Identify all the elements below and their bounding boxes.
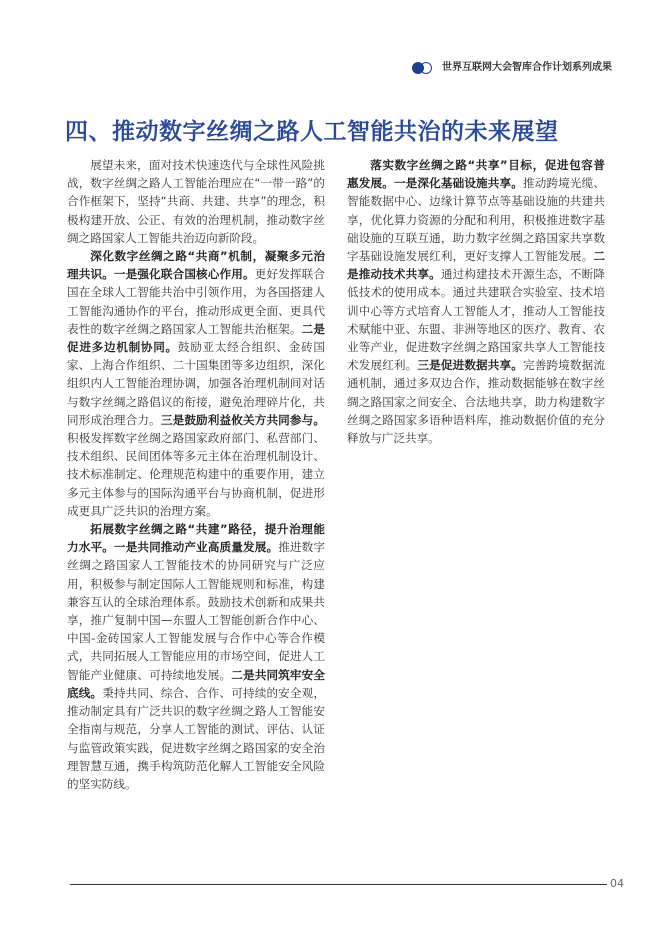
page-header: [412, 62, 612, 74]
body-text: 展望未来，面对技术快速迭代与全球性风险挑战，数字丝绸之路人工智能治理应在“一带一路”的合作框架下，坚持“共商、共建、共享”的理念，积极构建开放、公正、有效的治理机制，推动数字丝绸之路国家人工智能共治迈向新阶段。: [67, 158, 325, 245]
bold-lead-text: 二是共同筑牢安全底线。: [67, 667, 325, 700]
body-text: 通过构建技术开源生态，不断降低技术的使用成本。通过共建联合实验室、技术培训中心等方式培育人工智能人才，推动人工智能技术赋能中亚、东盟、非洲等地区的医疗、教育、农业等产业，促进数字丝绸之路国家共享人工智能技术发展红利。: [347, 267, 605, 373]
page-number: 04: [610, 877, 624, 890]
bold-lead-text: 一是深化基础设施共享。: [393, 176, 523, 191]
bold-lead-text: 深化数字丝绸之路“共商”机制，凝聚多元治理共识。一是强化联合国核心作用。: [67, 249, 325, 282]
bold-lead-text: 二是促进多边机制协同。: [67, 321, 325, 355]
bold-lead-text: 二是推动技术共享。: [347, 249, 605, 282]
paragraph: [67, 156, 325, 247]
body-text: 推进数字丝绸之路国家人工智能技术的协同研究与广泛应用，积极参与制定国际人工智能规则和标准，构建兼容互认的全球治理体系。鼓励技术创新和成果共享，推广复制中国—东盟人工智能创新合作中心、中国-金砖国家人工智能发展与合作中心等合作模式，共同拓展人工智能应用的市场空间，促进人工智能产业健康、可持续地发展。: [67, 540, 325, 682]
wic-logo-icon: [412, 62, 434, 74]
section-title: 四、推动数字丝绸之路人工智能共治的未来展望: [65, 119, 559, 145]
paragraph: [67, 520, 325, 793]
body-text: 推动跨境光缆、智能数据中心、边缘计算节点等基础设施的共建共享，优化算力资源的分配和利用，积极推进数字基础设施的互联互通，助力数字丝绸之路国家共享数字基础设施发展红利，更好支撑人工智能发展。: [347, 176, 605, 264]
bold-lead-text: 三是鼓励利益攸关方共同参与。: [160, 412, 325, 427]
paragraph: [347, 156, 605, 447]
footer-divider: [70, 884, 607, 885]
bold-lead-text: 拓展数字丝绸之路“共建”路径，提升治理能力水平。一是共同推动产业高质量发展。: [67, 522, 325, 555]
body-text: 更好发挥联合国在全球人工智能共治中引领作用，为各国搭建人工智能沟通协作的平台，推动形成更全面、更具代表性的数字丝绸之路国家人工智能共治框架。: [67, 267, 325, 336]
paragraph: [67, 247, 325, 520]
right-column: [347, 156, 605, 447]
left-column: [67, 156, 325, 793]
body-text: 秉持共同、综合、合作、可持续的安全观，推动制定具有广泛共识的数字丝绸之路人工智能安全指南与规范，分享人工智能的测试、评估、认证与监管政策实践，促进数字丝绸之路国家的安全治理智慧互通，携手构筑防范化解人工智能安全风险的坚实防线。: [67, 685, 325, 791]
series-title: 世界互联网大会智库合作计划系列成果: [442, 62, 612, 73]
bold-lead-text: 落实数字丝绸之路“共享”目标，促进包容普惠发展。: [347, 158, 605, 191]
body-text: 积极发挥数字丝绸之路国家政府部门、私营部门、技术组织、民间团体等多元主体在治理机制设计、技术标准制定、伦理规范构建中的重要作用，建立多元主体参与的国际沟通平台与协商机制，促进形成更具广泛共识的治理方案。: [67, 431, 325, 518]
body-text: 完善跨境数据流通机制，通过多双边合作，推动数据能够在数字丝绸之路国家之间安全、合法地共享，助力构建数字丝绸之路国家多语种语料库，推动数据价值的充分释放与广泛共享。: [347, 358, 605, 446]
bold-lead-text: 三是促进数据共享。: [417, 358, 523, 373]
body-text: 鼓励亚太经合组织、金砖国家、上海合作组织、二十国集团等多边组织，深化组织内人工智能治理协调，加强各治理机制间对话与数字丝绸之路倡议的衔接，避免治理碎片化，共同形成治理合力。: [67, 340, 325, 427]
